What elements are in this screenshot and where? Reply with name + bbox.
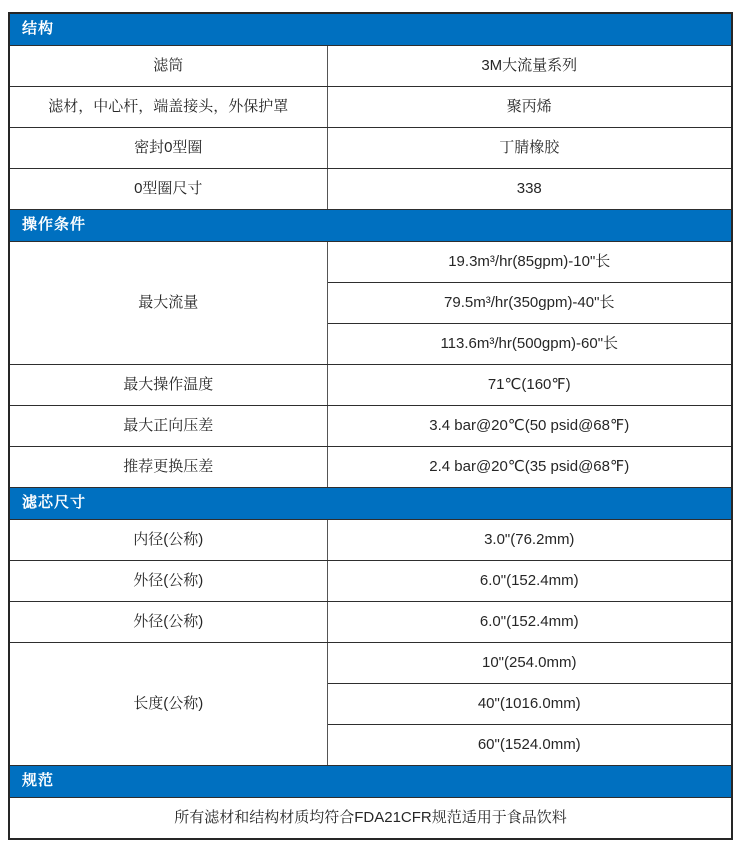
section-header-cartridge-dimensions xyxy=(9,488,732,520)
row-label: 最大操作温度 xyxy=(9,365,327,406)
table-row xyxy=(9,242,732,283)
row-label: 推荐更换压差 xyxy=(9,447,327,488)
table-row xyxy=(9,561,732,602)
section-header-label: 操作条件 xyxy=(9,210,732,242)
table-row xyxy=(9,365,732,406)
table-row xyxy=(9,602,732,643)
table-row xyxy=(9,643,732,684)
section-header-structure xyxy=(9,13,732,46)
row-value: 79.5m³/hr(350gpm)-40"长 xyxy=(327,283,732,324)
row-value: 113.6m³/hr(500gpm)-60"长 xyxy=(327,324,732,365)
table-row xyxy=(9,447,732,488)
table-row xyxy=(9,798,732,840)
row-label-merged: 长度(公称) xyxy=(9,643,327,766)
row-label: 密封0型圈 xyxy=(9,128,327,169)
table-row xyxy=(9,169,732,210)
row-value: 聚丙烯 xyxy=(327,87,732,128)
row-value: 3.0"(76.2mm) xyxy=(327,520,732,561)
row-value: 10"(254.0mm) xyxy=(327,643,732,684)
row-label: 0型圈尺寸 xyxy=(9,169,327,210)
table-row xyxy=(9,406,732,447)
row-value: 2.4 bar@20℃(35 psid@68℉) xyxy=(327,447,732,488)
row-label: 外径(公称) xyxy=(9,561,327,602)
row-value: 6.0"(152.4mm) xyxy=(327,602,732,643)
row-value: 338 xyxy=(327,169,732,210)
row-label-merged: 最大流量 xyxy=(9,242,327,365)
row-label: 外径(公称) xyxy=(9,602,327,643)
section-header-label: 结构 xyxy=(9,13,732,46)
row-value: 3M大流量系列 xyxy=(327,46,732,87)
table-row xyxy=(9,87,732,128)
section-header-specifications xyxy=(9,766,732,798)
full-width-note: 所有滤材和结构材质均符合FDA21CFR规范适用于食品饮料 xyxy=(9,798,732,840)
row-value: 60"(1524.0mm) xyxy=(327,725,732,766)
row-value: 3.4 bar@20℃(50 psid@68℉) xyxy=(327,406,732,447)
row-label: 内径(公称) xyxy=(9,520,327,561)
table-row xyxy=(9,128,732,169)
section-header-label: 滤芯尺寸 xyxy=(9,488,732,520)
section-header-label: 规范 xyxy=(9,766,732,798)
row-value: 19.3m³/hr(85gpm)-10"长 xyxy=(327,242,732,283)
table-row xyxy=(9,46,732,87)
table-row xyxy=(9,520,732,561)
row-label: 滤材，中心杆，端盖接头，外保护罩 xyxy=(9,87,327,128)
row-value: 6.0"(152.4mm) xyxy=(327,561,732,602)
spec-table xyxy=(8,12,733,840)
row-label: 滤筒 xyxy=(9,46,327,87)
row-value: 40"(1016.0mm) xyxy=(327,684,732,725)
row-label: 最大正向压差 xyxy=(9,406,327,447)
row-value: 丁腈橡胶 xyxy=(327,128,732,169)
row-value: 71℃(160℉) xyxy=(327,365,732,406)
section-header-operating-conditions xyxy=(9,210,732,242)
